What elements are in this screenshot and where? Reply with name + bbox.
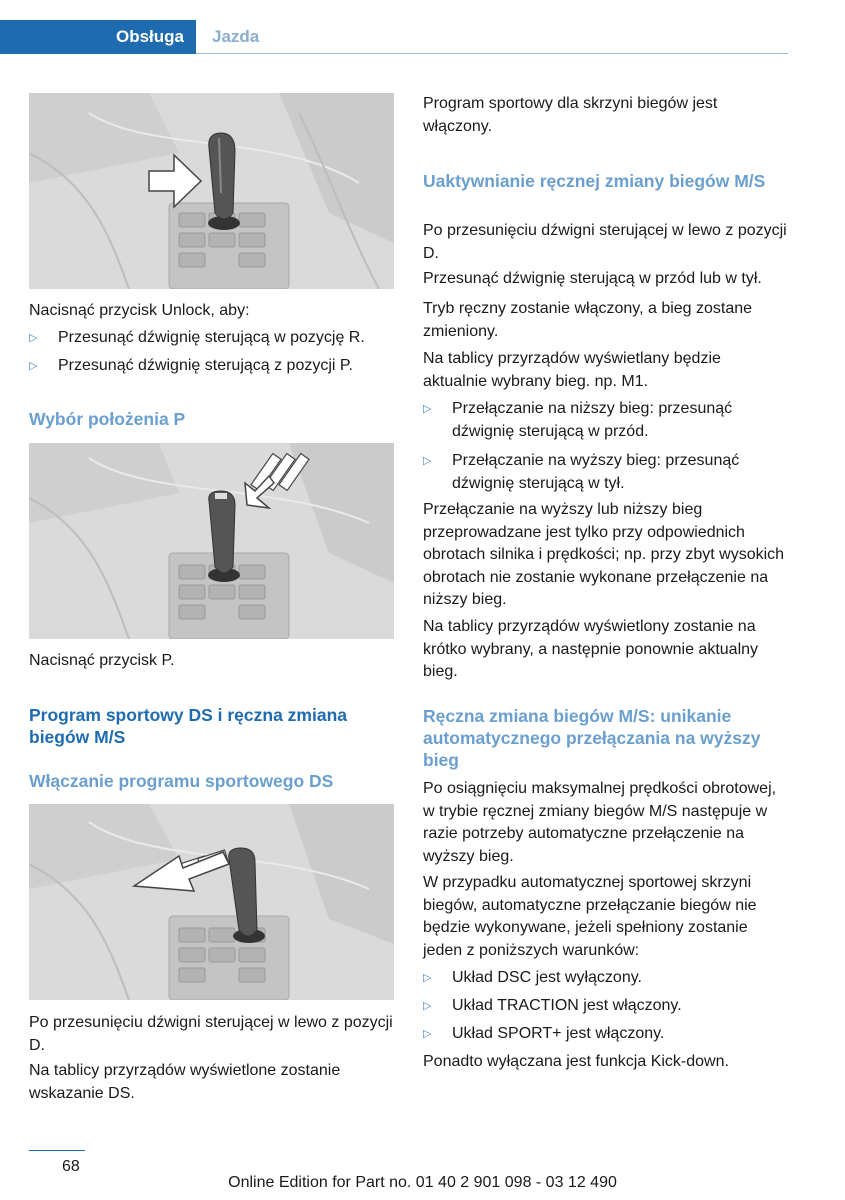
fig3-paragraph-2: Na tablicy przyrządów wyświetlone zostanie wskazanie DS. (29, 1062, 341, 1102)
list-item-text: Układ DSC jest wyłączony. (452, 969, 642, 986)
heading-sport-program: Program sportowy DS i ręczna zmiana biegów M/S (29, 705, 348, 747)
sport-on-paragraph: Program sportowy dla skrzyni biegów jest włączony. (423, 95, 718, 135)
list-item (423, 995, 788, 1018)
list-item (423, 398, 788, 443)
heading-auto-upshift: Ręczna zmiana biegów M/S: unikanie automatycznego przełączania na wyższy bieg (423, 706, 761, 770)
heading-manual-shift: Uaktywnianie ręcznej zmiany biegów M/S (423, 171, 766, 191)
fig1-caption: Nacisnąć przycisk Unlock, aby: (29, 302, 250, 319)
bullet-triangle-icon: ▷ (423, 1000, 432, 1012)
paragraph: Na tablicy przyrządów wyświetlony zostanie na krótko wybrany, a następnie ponownie aktualny bieg. (423, 618, 759, 680)
list-item-text: Przełączanie na wyższy bieg: przesunąć dźwignię sterującą w tył. (452, 452, 740, 492)
paragraph: Przesunąć dźwignię sterującą w przód lub w tył. (423, 270, 762, 287)
header-rule (196, 53, 788, 54)
heading-park: Wybór położenia P (29, 409, 186, 429)
section-tab-label: Jazda (212, 27, 260, 46)
paragraph: Tryb ręczny zostanie włączony, a bieg zostane zmieniony. (423, 300, 753, 340)
list-item (423, 967, 788, 990)
list-item-text: Układ SPORT+ jest włączony. (452, 1025, 665, 1042)
fig2-caption: Nacisnąć przycisk P. (29, 652, 175, 669)
section-tab-active-label: Obsługa (115, 27, 184, 46)
bullet-triangle-icon: ▷ (423, 403, 432, 415)
paragraph: Przełączanie na wyższy lub niższy bieg przeprowadzane jest tylko przy odpowiednich obrotach silnika i prędkości; np. przy zbyt wysokich obrotach nie zostanie wykonane przełączenie na niższy bieg. (423, 501, 785, 608)
paragraph: Ponadto wyłączana jest funkcja Kick-down. (423, 1053, 729, 1070)
bullet-triangle-icon: ▷ (423, 1028, 432, 1040)
paragraph: Po osiągnięciu maksymalnej prędkości obrotowej, w trybie ręcznej zmiany biegów M/S następuje w razie potrzeby automatyczne przełączenie na wyższy bieg. (423, 780, 777, 865)
list-item (29, 355, 394, 378)
gear-selector-park-figure (29, 443, 394, 639)
edition-note: Online Edition for Part no. 01 40 2 901 098 - 03 12 490 (228, 1174, 617, 1191)
list-item-text: Przesunąć dźwignię sterującą w pozycję R. (58, 329, 365, 346)
fig3-paragraph-1: Po przesunięciu dźwigni sterującej w lewo z pozycji D. (29, 1014, 393, 1054)
page-number: 68 (62, 1158, 80, 1175)
list-item-text: Układ TRACTION jest włączony. (452, 997, 682, 1014)
list-item (423, 1023, 788, 1046)
bullet-triangle-icon: ▷ (423, 972, 432, 984)
bullet-triangle-icon: ▷ (29, 332, 38, 344)
list-item (423, 450, 788, 495)
list-item (29, 327, 394, 350)
section-tab-active (0, 20, 196, 54)
paragraph: Na tablicy przyrządów wyświetlany będzie aktualnie wybrany bieg. np. M1. (423, 350, 721, 390)
paragraph: Po przesunięciu dźwigni sterującej w lewo z pozycji D. (423, 222, 787, 262)
list-item-text: Przesunąć dźwignię sterującą z pozycji P. (58, 357, 353, 374)
bullet-triangle-icon: ▷ (29, 360, 38, 372)
heading-sport-on: Włączanie programu sportowego DS (29, 771, 334, 791)
gear-selector-sport-figure (29, 804, 394, 1000)
list-item-text: Przełączanie na niższy bieg: przesunąć dźwignię sterującą w przód. (452, 400, 733, 440)
bullet-triangle-icon: ▷ (423, 455, 432, 467)
section-tab (212, 20, 259, 54)
footer-rule (29, 1150, 85, 1151)
gear-selector-unlock-figure (29, 93, 394, 289)
paragraph: W przypadku automatycznej sportowej skrzyni biegów, automatyczne przełączanie biegów nie będzie wykonywane, jeżeli spełniony zostanie jeden z poniższych warunków: (423, 874, 757, 959)
